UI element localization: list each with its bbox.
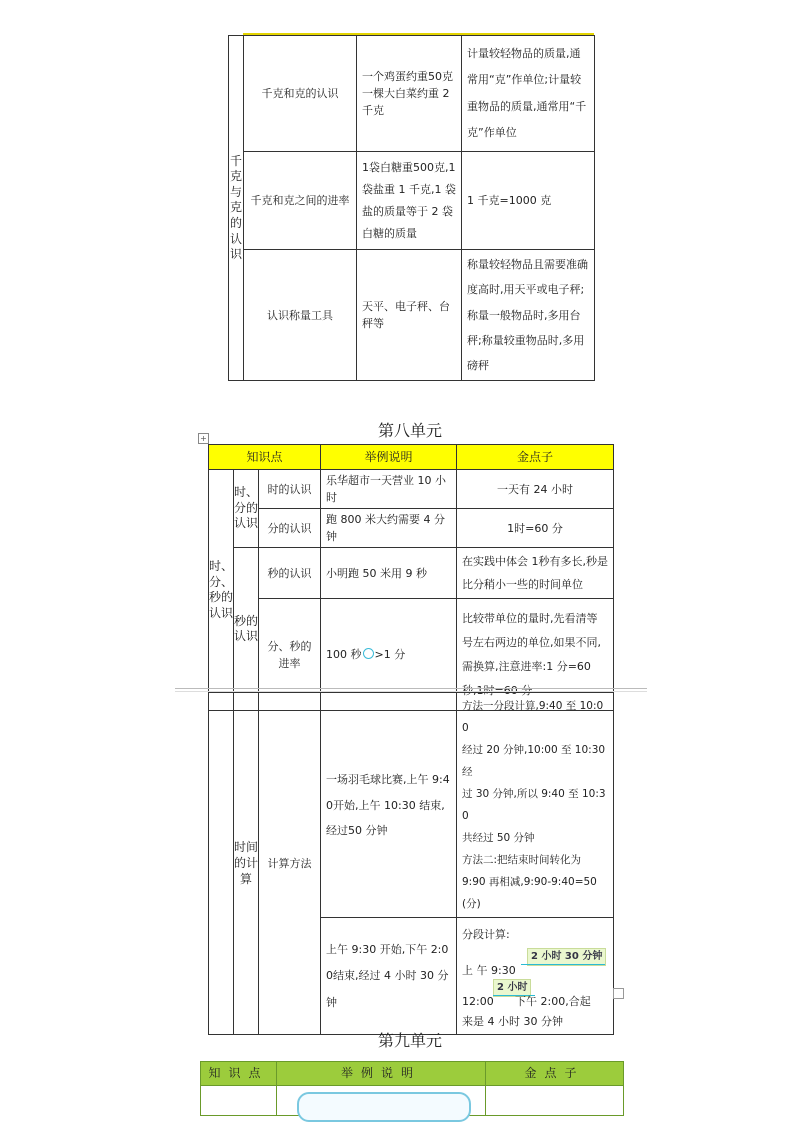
- tip-cell: 比较带单位的量时,先看清等号左右两边的单位,如果不同,需换算,注意进率:1 分=60: [457, 599, 614, 711]
- knowledge-cell: [201, 1085, 277, 1115]
- table-row: [229, 152, 595, 250]
- example-cell: 跑 800 米大约需要 4 分钟: [321, 509, 457, 548]
- tip-cell: 计量较轻物品的质量,通常用“克”作单位;计量较重物品的质量,通常用“千克”作单位: [462, 36, 595, 152]
- example-post: >1 分: [374, 648, 406, 662]
- topic-cell: 千克和克之间的进率: [244, 152, 357, 250]
- sub-category-cell: 时间的计算: [234, 693, 259, 1035]
- topic-cell: 分的认识: [259, 509, 321, 548]
- unit9-table: [200, 1061, 624, 1116]
- unit8-title: 第八单元: [377, 421, 442, 440]
- start-time: 上 午 9:30: [462, 964, 516, 978]
- topic-cell: 认识称量工具: [244, 250, 357, 381]
- example-cell: 一场羽毛球比赛,上午 9:40开始,上午 10:30 结束,经过50 分钟: [321, 693, 457, 918]
- compare-circle-icon: [363, 648, 374, 659]
- noon-time: 12:00: [462, 995, 494, 1009]
- result-text: 来是 4 小时 30 分钟: [462, 1015, 563, 1029]
- example-pre: 100 秒: [326, 648, 362, 662]
- tip-cell: [457, 918, 614, 1035]
- tip-cell: [486, 1085, 624, 1115]
- table-row: [209, 470, 614, 509]
- header-knowledge: 知识点: [209, 445, 321, 470]
- tip-line: 方法一分段计算,9:40 至 10:00: [462, 700, 604, 735]
- tip-cell: 在实践中体会 1秒有多长,秒是比分稍小一些的时间单位: [457, 548, 614, 599]
- tip-line: 9:90 再相减,9:90-9:40=50(分): [462, 876, 597, 911]
- main-category-cell-empty: [209, 693, 234, 1035]
- table-row: [209, 509, 614, 548]
- table-row: [201, 1085, 624, 1115]
- sub-category-cell: 时、分的认识: [234, 470, 259, 548]
- tip-line: 方法二:把结束时间转化为: [462, 854, 582, 867]
- table-header-row: [201, 1062, 624, 1086]
- example-cell: 小明跑 50 米用 9 秒: [321, 548, 457, 599]
- topic-cell: 分、秒的进率: [259, 599, 321, 711]
- main-category-cell: 时、分、秒的认识: [209, 470, 234, 711]
- tip-label: 分段计算:: [462, 928, 510, 942]
- tip-cell: 1时=60 分: [457, 509, 614, 548]
- tip-line: 过 30 分钟,所以 9:40 至 10:30: [462, 788, 606, 823]
- header-knowledge: 知识点: [201, 1062, 277, 1086]
- tip-cell: 一天有 24 小时: [457, 470, 614, 509]
- time-calc-table: [208, 692, 614, 1035]
- table-row: [209, 548, 614, 599]
- arrow-line-1: [521, 964, 605, 965]
- topic-cell: 时的认识: [259, 470, 321, 509]
- table-row: [229, 36, 595, 152]
- topic-cell: 秒的认识: [259, 548, 321, 599]
- table-row: [229, 250, 595, 381]
- example-cell: 乐华超市一天营业 10 小时: [321, 470, 457, 509]
- duration-badge-2: 2 小时: [493, 979, 531, 997]
- table-move-handle-icon[interactable]: +: [198, 433, 209, 444]
- table-resize-handle[interactable]: [613, 988, 624, 999]
- example-cell: 上午 9:30 开始,下午 2:00结束,经过 4 小时 30 分钟: [321, 918, 457, 1035]
- duration-badge-1: 2 小时 30 分钟: [527, 948, 606, 966]
- topic-cell: 计算方法: [259, 693, 321, 1035]
- header-example: 举例说明: [321, 445, 457, 470]
- table-header-row: [209, 445, 614, 470]
- tip-cell: 1 千克=1000 克: [462, 152, 595, 250]
- header-example: 举例说明: [277, 1062, 486, 1086]
- header-tip: 金点子: [486, 1062, 624, 1086]
- header-tip: 金点子: [457, 445, 614, 470]
- example-cell: 一个鸡蛋约重50克一棵大白菜约重 2千克: [357, 36, 462, 152]
- tip-cell: 称量较轻物品且需要准确度高时,用天平或电子秤;称量一般物品时,多用台秤;称量较重物品时,多用磅秤: [462, 250, 595, 381]
- page-break-line: [175, 688, 647, 689]
- table-row: [209, 693, 614, 918]
- tip-line: 经过 20 分钟,10:00 至 10:30 经: [462, 744, 606, 779]
- unit9-title: 第九单元: [377, 1031, 442, 1050]
- example-cell: 1袋白糖重500克,1袋盐重 1 千克,1 袋盐的质量等于 2 袋白糖的质量: [357, 152, 462, 250]
- time-table: [208, 444, 614, 711]
- weight-table: [228, 35, 595, 381]
- example-cell: [277, 1085, 486, 1115]
- example-cell: 天平、电子秤、台秤等: [357, 250, 462, 381]
- category-cell: 千克与克的认识: [229, 36, 244, 381]
- speech-bubble-illustration: [297, 1092, 471, 1122]
- end-time: 下午 2:00,合起: [515, 995, 591, 1009]
- sub-category-cell: 秒的认识: [234, 548, 259, 711]
- topic-cell: 千克和克的认识: [244, 36, 357, 152]
- tip-cell: [457, 693, 614, 918]
- tip-line: 共经过 50 分钟: [462, 832, 535, 845]
